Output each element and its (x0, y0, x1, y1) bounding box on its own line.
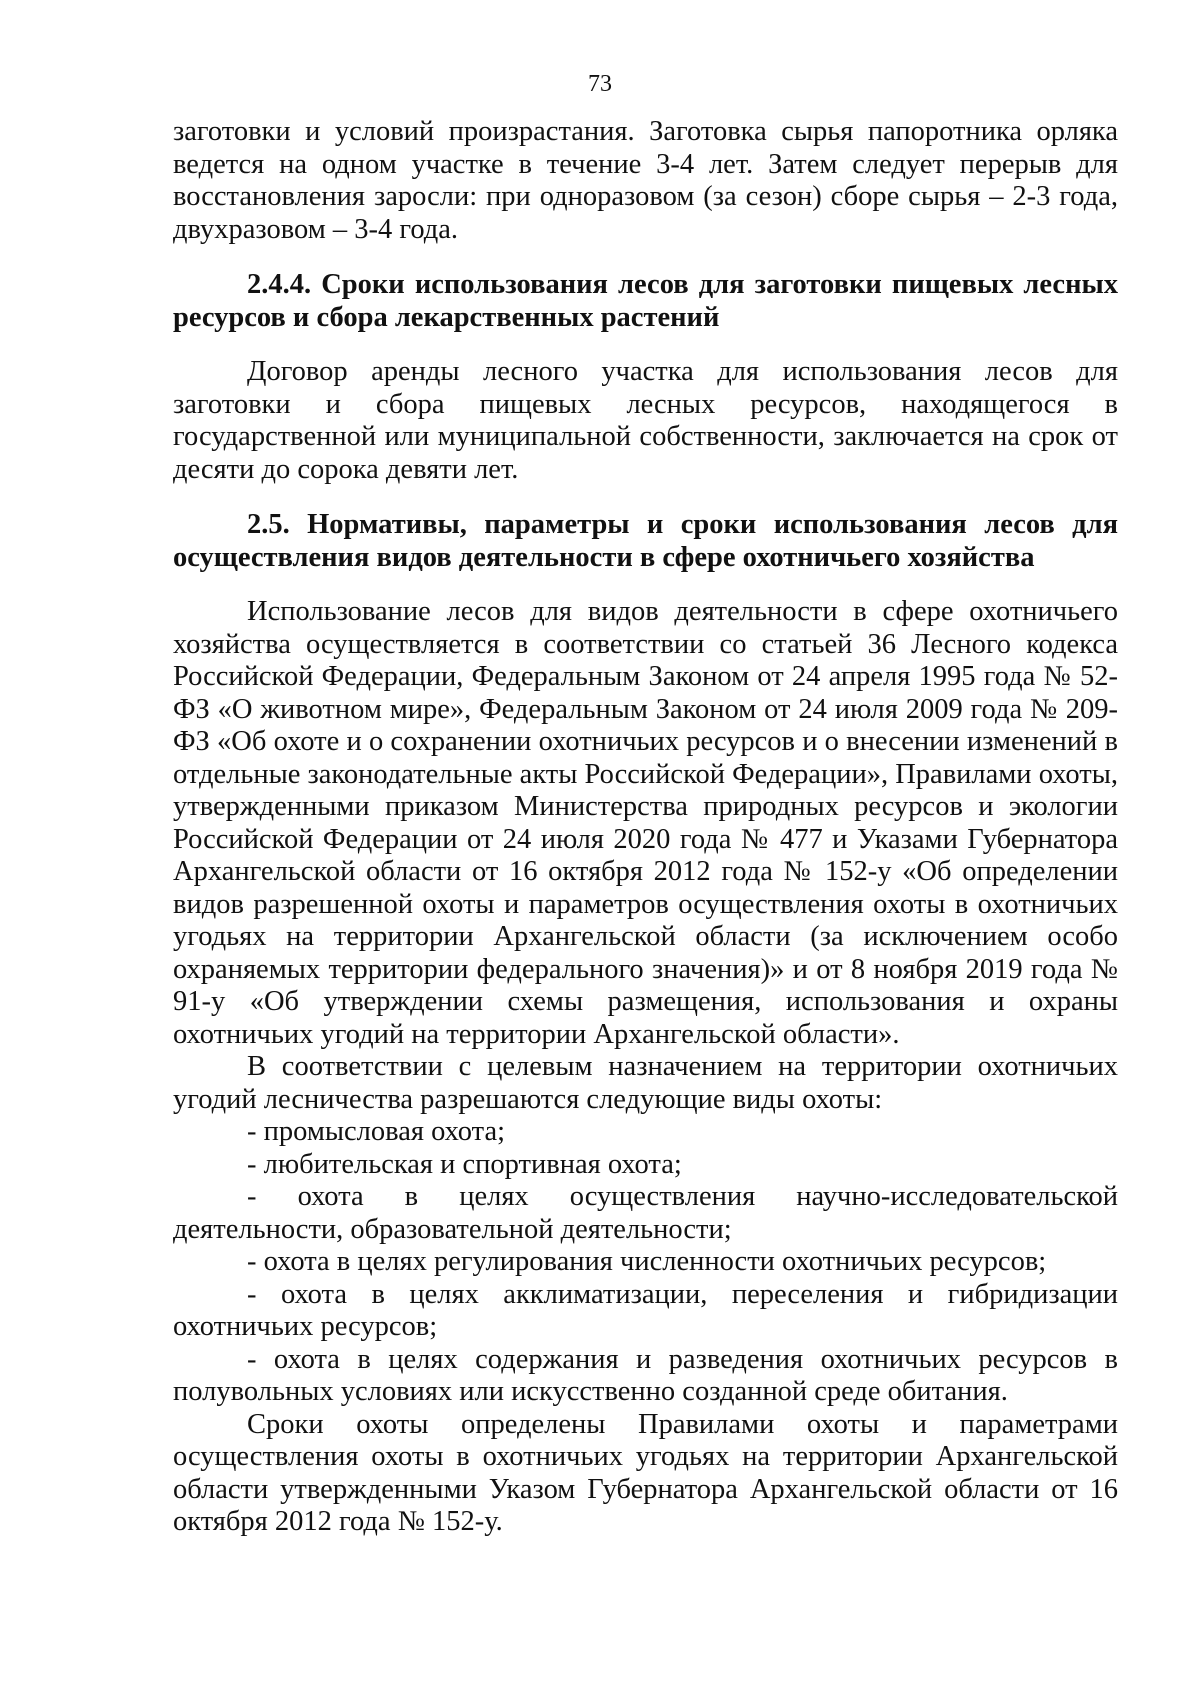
list-item: - охота в целях регулирования численности охотничьих ресурсов; (247, 1246, 1047, 1277)
page-body (173, 116, 1118, 1539)
list-item: - охота в целях акклиматизации, переселения и гибридизации охотничьих ресурсов; (173, 1278, 1118, 1342)
list-item: - промысловая охота; (247, 1116, 506, 1147)
section-heading-2-4-4: 2.4.4. Сроки использования лесов для заготовки пищевых лесных ресурсов и сбора лекарственных растений (173, 269, 1118, 333)
list-item: - охота в целях содержания и разведения охотничьих ресурсов в полувольных условиях или искусственно созданной среде обитания. (173, 1343, 1118, 1407)
paragraph-lease-term: Договор аренды лесного участка для использования лесов для заготовки и сбора пищевых лесных ресурсов, находящегося в государственной или муниципальной собственности, заключается на срок от десяти до сорока девяти лет. (173, 356, 1118, 485)
page-number: 73 (588, 71, 612, 97)
list-item: - любительская и спортивная охота; (247, 1148, 682, 1180)
paragraph-allowed-hunting-intro: В соответствии с целевым назначением на территории охотничьих угодий лесничества разрешаются следующие виды охоты: (173, 1051, 1118, 1115)
paragraph-hunting-legal-basis: Использование лесов для видов деятельности в сфере охотничьего хозяйства осуществляется в соответствии со статьей 36 Лесного кодекса Российской Федерации, Федеральным Законом от 24 апреля 1995 года № 52-ФЗ «О животном мире», Федеральным Законом от 24 июля 2009 года № 209-ФЗ «Об охоте и о сохранении охотничьих ресурсов и о внесении изменений в отдельные законодательные акты Российской Федерации», Правилами охоты, утвержденными приказом Министерства природных ресурсов и экологии Российской Федерации от 24 июля 2020 года № 477 и Указами Губернатора Архангельской области от 16 октября 2012 года № 152-у «Об определении видов разрешенной охоты и параметров осуществления охоты в охотничьих угодьях на территории Архангельской области (за исключением особо охраняемых территории федерального значения)» и от 8 ноября 2019 года № 91-у «Об утверждении схемы размещения, использования и охраны охотничьих угодий на территории Архангельской области». (173, 596, 1118, 1050)
section-heading-2-5: 2.5. Нормативы, параметры и сроки использования лесов для осуществления видов деятельности в сфере охотничьего хозяйства (173, 509, 1118, 573)
paragraph-hunting-terms: Сроки охоты определены Правилами охоты и параметрами осуществления охоты в охотничьих угодьях на территории Архангельской области утвержденными Указом Губернатора Архангельской области от 16 октября 2012 года № 152-у. (173, 1408, 1118, 1537)
list-item: - охота в целях осуществления научно-исследовательской деятельности, образовательной деятельности; (173, 1181, 1118, 1245)
paragraph-continuation: заготовки и условий произрастания. Заготовка сырья папоротника орляка ведется на одном участке в течение 3-4 лет. Затем следует перерыв для восстановления заросли: при одноразовом (за сезон) сборе сырья – 2-3 года, двухразовом – 3-4 года. (173, 116, 1118, 245)
